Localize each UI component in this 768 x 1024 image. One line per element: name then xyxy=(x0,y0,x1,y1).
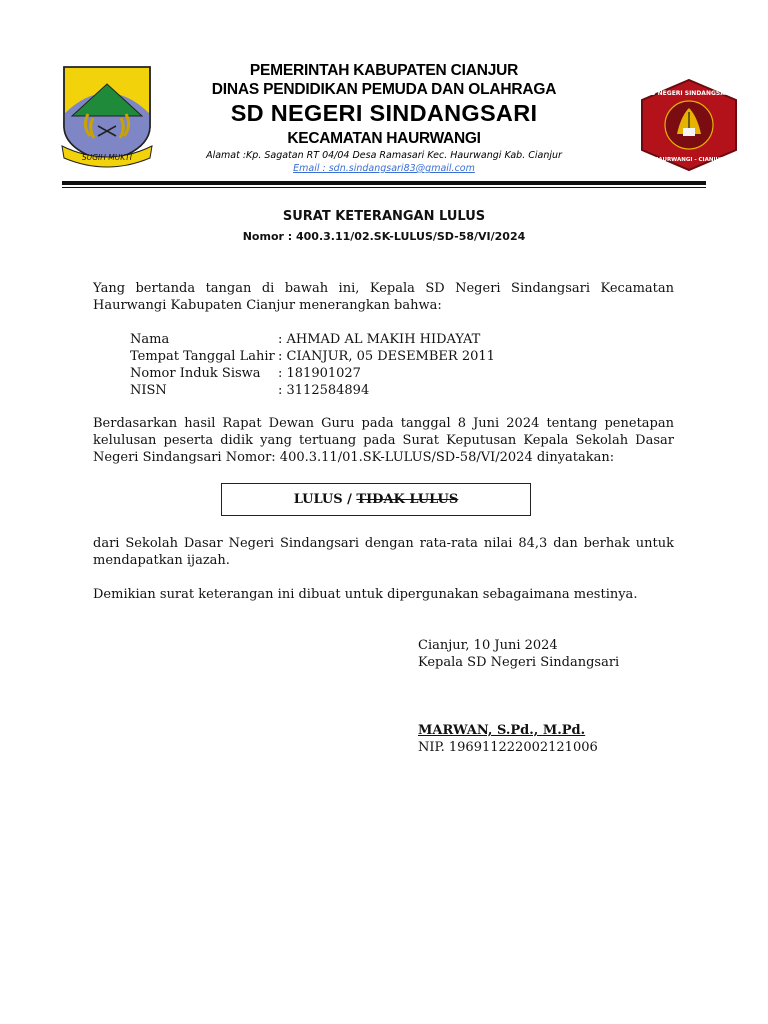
decision-basis-paragraph: Berdasarkan hasil Rapat Dewan Guru pada tanggal 8 Juni 2024 tentang penetapan kelulusan peserta didik yang tertuang pada Surat Keputusan Kepala Sekolah Dasar Negeri Sindangsari Nomor: 400.3.11/01.SK-LULUS/SD-58/VI/2024 dinyatakan: xyxy=(93,416,674,465)
letterhead-address: Alamat :Kp. Sagatan RT 04/04 Desa Ramasari Kec. Haurwangi Kab. Cianjur xyxy=(206,150,562,161)
field-value: : CIANJUR, 05 DESEMBER 2011 xyxy=(278,349,495,364)
document-title: SURAT KETERANGAN LULUS xyxy=(282,209,486,224)
letterhead-divider-thin xyxy=(62,187,706,188)
field-label: NISN xyxy=(130,383,167,398)
signatory-nip: NIP. 196911222002121006 xyxy=(418,740,598,755)
field-label: Nama xyxy=(130,332,170,347)
document-number xyxy=(0,230,768,243)
field-value: : 181901027 xyxy=(278,366,361,381)
status-pass: LULUS xyxy=(293,492,343,507)
document-number-label: Nomor : xyxy=(242,230,293,243)
intro-paragraph: Yang bertanda tangan di bawah ini, Kepala SD Negeri Sindangsari Kecamatan Haurwangi Kabupaten Cianjur menerangkan bahwa: xyxy=(93,281,674,313)
field-label: Tempat Tanggal Lahir xyxy=(130,349,275,364)
field-value: : AHMAD AL MAKIH HIDAYAT xyxy=(278,332,481,347)
svg-text:SD NEGERI SINDANGSARI: SD NEGERI SINDANGSARI xyxy=(646,90,732,97)
letterhead-district: KECAMATAN HAURWANGI xyxy=(287,130,481,147)
svg-text:SUGIH MUKTI: SUGIH MUKTI xyxy=(82,153,132,162)
document-number-value: 400.3.11/02.SK-LULUS/SD-58/VI/2024 xyxy=(296,230,526,243)
status-fail-struck: TIDAK LULUS xyxy=(356,492,459,507)
signature-place-date: Cianjur, 10 Juni 2024 xyxy=(418,638,558,653)
field-label: Nomor Induk Siswa xyxy=(130,366,261,381)
letterhead-divider-thick xyxy=(62,181,706,185)
letterhead-school-name: SD NEGERI SINDANGSARI xyxy=(230,100,538,126)
letterhead-department: DINAS PENDIDIKAN PEMUDA DAN OLAHRAGA xyxy=(211,81,557,98)
letterhead-email-link[interactable]: Email : sdn.sindangsari83@gmail.com xyxy=(293,163,475,174)
field-value: : 3112584894 xyxy=(278,383,370,398)
signature-position: Kepala SD Negeri Sindangsari xyxy=(418,655,620,670)
result-paragraph: dari Sekolah Dasar Negeri Sindangsari dengan rata-rata nilai 84,3 dan berhak untuk mendapatkan ijazah. xyxy=(93,536,674,568)
graduation-status-box xyxy=(221,483,531,516)
svg-text:HAURWANGI - CIANJUR: HAURWANGI - CIANJUR xyxy=(653,157,725,163)
letterhead-government: PEMERINTAH KABUPATEN CIANJUR xyxy=(249,62,519,79)
graduation-status xyxy=(222,492,530,507)
status-separator: / xyxy=(342,492,357,507)
closing-paragraph: Demikian surat keterangan ini dibuat untuk dipergunakan sebagaimana mestinya. xyxy=(93,587,638,602)
signatory-name: MARWAN, S.Pd., M.Pd. xyxy=(418,723,586,738)
